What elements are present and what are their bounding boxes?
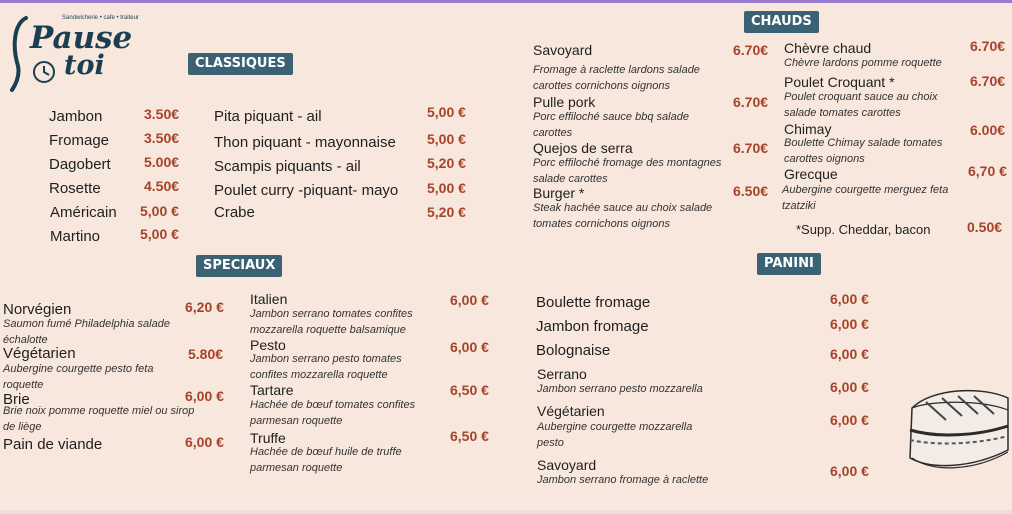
menu-item-name: Serrano <box>537 366 587 382</box>
logo-tagline: Sandwicherie • cafe • traiteur <box>62 15 139 21</box>
panini-sandwich-icon <box>902 380 1012 480</box>
menu-item-price: 6,50 € <box>450 428 489 444</box>
menu-item-name: Tartare <box>250 382 294 398</box>
menu-item-price: 6,00 € <box>450 292 489 308</box>
header-chauds: CHAUDS <box>744 11 819 33</box>
menu-item-name: Dagobert <box>49 156 111 173</box>
menu-item-desc: Aubergine courgette merguez feta tzatziki <box>782 184 949 212</box>
menu-item-price: 6,00 € <box>185 388 224 404</box>
menu-item-name: Végétarien <box>3 345 76 362</box>
menu-item-price: 3.50€ <box>144 106 180 122</box>
menu-item-desc: Jambon serrano pesto mozzarella <box>537 383 703 395</box>
menu-item-price: 6,00 € <box>185 434 224 450</box>
menu-item-name: Brie <box>3 391 30 408</box>
menu-item-price: 5.00€ <box>144 154 180 170</box>
menu-item-name: Bolognaise <box>536 342 611 359</box>
bottom-border <box>0 510 1012 514</box>
menu-item-price: 6,00 € <box>830 379 869 395</box>
menu-item-name: Savoyard <box>537 457 597 473</box>
menu-item-price: 5,00 € <box>427 131 466 147</box>
menu-item-desc: Hachée de bœuf huile de truffe parmesan roquette <box>250 446 402 474</box>
menu-item-price: 6,00 € <box>830 346 869 362</box>
menu-item-name: Pesto <box>250 337 286 353</box>
supplement-price: 0.50€ <box>967 219 1003 235</box>
menu-item-name: Norvégien <box>3 301 72 318</box>
menu-item-desc: Porc effiloché fromage des montagnes salade carottes <box>533 157 722 185</box>
menu-item-price: 6,70 € <box>968 163 1007 179</box>
menu-item-name: Poulet Croquant * <box>784 74 895 90</box>
menu-item-desc: Aubergine courgette mozzarella pesto <box>537 421 693 449</box>
logo <box>4 6 139 92</box>
top-border <box>0 0 1012 3</box>
menu-item-desc: Poulet croquant sauce au choix salade tomates carottes <box>784 91 938 119</box>
menu-item-name: Rosette <box>49 180 101 197</box>
menu-item-desc: Saumon fumé Philadelphia salade échalotte <box>3 318 170 346</box>
menu-item-name: Pulle pork <box>533 94 596 110</box>
menu-item-price: 5,00 € <box>427 180 466 196</box>
menu-item-name: Chimay <box>784 121 832 137</box>
menu-item-name: Scampis piquants - ail <box>214 158 361 175</box>
menu-item-name: Martino <box>50 228 101 245</box>
menu-item-price: 6.70€ <box>733 42 769 58</box>
menu-item-name: Thon piquant - mayonnaise <box>214 134 396 151</box>
menu-item-price: 5,00 € <box>140 226 179 242</box>
menu-item-desc: Jambon serrano tomates confites mozzarella roquette balsamique <box>250 308 413 336</box>
menu-item-price: 4.50€ <box>144 178 180 194</box>
menu-item-name: Quejos de serra <box>533 140 633 156</box>
menu-item-price: 6,20 € <box>185 299 224 315</box>
menu-item-name: Boulette fromage <box>536 294 651 311</box>
menu-item-name: Burger * <box>533 185 585 201</box>
menu-item-price: 6,00 € <box>830 463 869 479</box>
menu-item-price: 6,00 € <box>830 291 869 307</box>
menu-item-name: Savoyard <box>533 42 593 58</box>
menu-item-name: Jambon fromage <box>536 318 649 335</box>
menu-item-name: Pita piquant - ail <box>214 108 322 125</box>
menu-item-desc: Chèvre lardons pomme roquette <box>784 57 942 69</box>
menu-item-desc: Fromage à raclette lardons salade carottes cornichons oignons <box>533 64 700 92</box>
menu-item-name: Truffe <box>250 430 286 446</box>
menu-item-name: Pain de viande <box>3 436 103 453</box>
header-speciaux: SPECIAUX <box>196 255 282 277</box>
menu-item-desc: Steak hachée sauce au choix salade tomates cornichons oignons <box>533 202 713 230</box>
menu-item-price: 6.70€ <box>733 140 769 156</box>
menu-item-price: 6.70€ <box>970 73 1006 89</box>
logo-line1: Pause <box>30 20 133 56</box>
menu-item-price: 6.50€ <box>733 183 769 199</box>
menu-item-desc: Boulette Chimay salade tomates carottes oignons <box>784 137 943 165</box>
menu-item-desc: Hachée de bœuf tomates confites parmesan roquette <box>250 399 416 427</box>
header-classiques: CLASSIQUES <box>188 53 293 75</box>
menu-item-price: 3.50€ <box>144 130 180 146</box>
menu-item-desc: Jambon serrano pesto tomates confites mozzarella roquette <box>250 353 402 381</box>
menu-item-price: 5,20 € <box>427 204 466 220</box>
menu-item-desc: Jambon serrano fromage à raclette <box>537 474 709 486</box>
menu-item-price: 5.80€ <box>188 346 224 362</box>
supplement-label: *Supp. Cheddar, bacon <box>796 222 931 237</box>
header-panini: PANINI <box>757 253 821 275</box>
menu-item-price: 6,00 € <box>830 316 869 332</box>
menu-item-name: Poulet curry -piquant- mayo <box>214 182 399 199</box>
menu-item-price: 6,00 € <box>450 339 489 355</box>
menu-item-price: 6,50 € <box>450 382 489 398</box>
menu-item-name: Italien <box>250 291 288 307</box>
menu-item-desc: Aubergine courgette pesto feta roquette <box>3 363 154 391</box>
menu-item-name: Chèvre chaud <box>784 40 872 56</box>
menu-item-name: Fromage <box>49 132 110 149</box>
menu-item-name: Végétarien <box>537 403 605 419</box>
menu-item-desc: Porc effiloché sauce bbq salade carottes <box>533 111 689 139</box>
menu-item-name: Américain <box>50 204 117 221</box>
menu-item-name: Jambon <box>49 108 103 125</box>
menu-item-price: 6,00 € <box>830 412 869 428</box>
menu-item-price: 6.70€ <box>733 94 769 110</box>
logo-line2: toi <box>64 50 105 81</box>
menu-item-price: 6.00€ <box>970 122 1006 138</box>
menu-item-price: 6.70€ <box>970 38 1006 54</box>
menu-item-name: Crabe <box>214 204 255 221</box>
menu-item-desc: Brie noix pomme roquette miel ou sirop de liège <box>3 405 195 433</box>
menu-item-price: 5,20 € <box>427 155 466 171</box>
menu-item-price: 5,00 € <box>427 104 466 120</box>
menu-item-name: Grecque <box>784 166 838 182</box>
menu-item-price: 5,00 € <box>140 203 179 219</box>
